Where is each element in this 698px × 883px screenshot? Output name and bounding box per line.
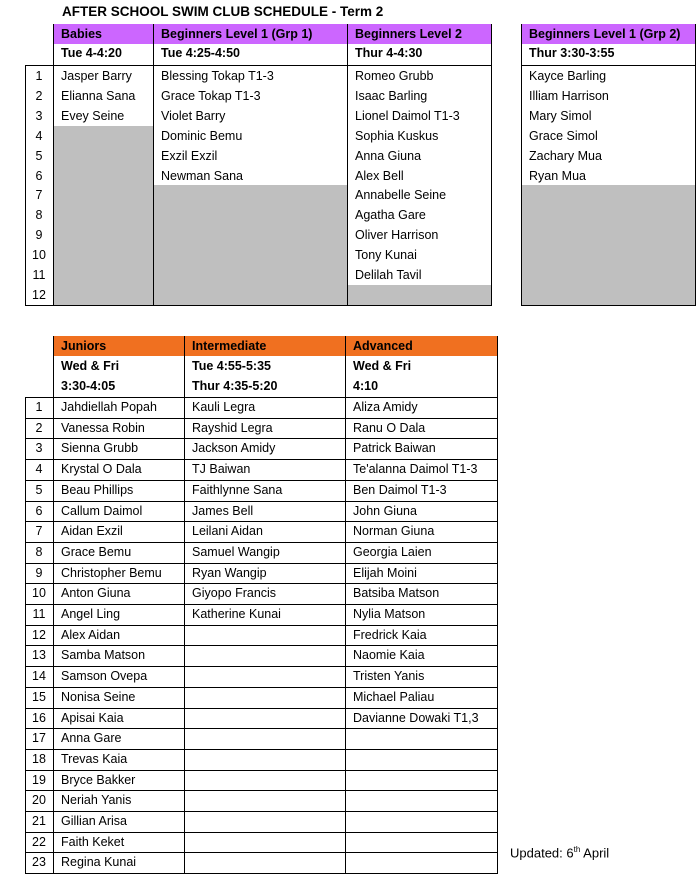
column-header: Beginners Level 1 (Grp 2): [521, 24, 695, 44]
updated-note: Updated: 6th April: [510, 845, 610, 861]
empty-fill: [348, 285, 491, 305]
student-name: Samba Matson: [61, 648, 146, 663]
student-name: Nylia Matson: [353, 607, 426, 621]
grid-line: [25, 521, 498, 522]
student-name: Isaac Barling: [355, 88, 428, 103]
grid-line: [25, 542, 498, 543]
column-time-line1: Wed & Fri: [61, 359, 120, 373]
student-name: Anton Giuna: [61, 586, 131, 601]
column-time-line2: Thur 4:35-5:20: [192, 379, 278, 393]
grid-line: [25, 459, 498, 460]
student-name: James Bell: [192, 503, 254, 518]
student-name: Faithlynne Sana: [192, 482, 283, 497]
grid-line: [25, 501, 498, 502]
column-time: Tue 4:25-4:50: [161, 46, 240, 60]
student-name: Grace Simol: [529, 128, 598, 143]
student-name: Samuel Wangip: [192, 544, 280, 559]
row-number: 1: [35, 69, 43, 83]
student-name: Giyopo Francis: [192, 586, 277, 601]
student-name: Exzil Exzil: [161, 148, 218, 163]
row-number: 5: [35, 482, 43, 497]
student-name: Trevas Kaia: [61, 751, 128, 766]
student-name: Te'alanna Daimol T1-3: [353, 462, 478, 477]
grid-line: [25, 480, 498, 481]
row-number: 11: [32, 268, 46, 282]
row-number: 13: [32, 648, 46, 663]
row-number: 23: [32, 855, 46, 870]
student-name: Ryan Wangip: [192, 565, 267, 580]
grid-line: [25, 873, 498, 874]
grid-line: [521, 305, 696, 306]
grid-line: [25, 65, 26, 305]
student-name: Elianna Sana: [61, 88, 136, 103]
student-name: Kauli Legra: [192, 400, 256, 414]
student-name: Davianne Dowaki T1,3: [353, 710, 479, 725]
student-name: Dominic Bemu: [161, 128, 243, 143]
row-number: 3: [35, 441, 43, 456]
grid-line: [25, 708, 498, 709]
student-name: Kayce Barling: [529, 69, 607, 83]
row-number: 4: [35, 462, 43, 477]
student-name: Anna Giuna: [355, 148, 422, 163]
row-number: 21: [32, 814, 46, 828]
student-name: Gillian Arisa: [61, 814, 127, 828]
student-name: Christopher Bemu: [61, 565, 162, 580]
grid-line: [25, 604, 498, 605]
grid-line: [25, 438, 498, 439]
row-number: 22: [32, 834, 46, 849]
student-name: Bryce Bakker: [61, 772, 136, 787]
student-name: Oliver Harrison: [355, 228, 439, 243]
row-number: 8: [35, 208, 43, 223]
student-name: Ben Daimol T1-3: [353, 482, 447, 497]
student-name: Georgia Laien: [353, 544, 432, 559]
student-name: Jackson Amidy: [192, 441, 276, 456]
column-time-line1: Wed & Fri: [353, 359, 412, 373]
student-name: Tony Kunai: [355, 248, 417, 263]
empty-fill: [154, 185, 347, 304]
student-name: Alex Bell: [355, 168, 404, 183]
student-name: Jasper Barry: [61, 69, 132, 83]
grid-line: [25, 770, 498, 771]
student-name: Callum Daimol: [61, 503, 143, 518]
student-name: Rayshid Legra: [192, 420, 273, 435]
row-number: 7: [35, 188, 43, 203]
student-name: Batsiba Matson: [353, 586, 440, 601]
student-name: Mary Simol: [529, 108, 592, 123]
student-name: Illiam Harrison: [529, 88, 609, 103]
student-name: Grace Tokap T1-3: [161, 88, 261, 103]
row-number: 18: [32, 751, 46, 766]
student-name: Beau Phillips: [61, 482, 134, 497]
grid-line: [521, 24, 522, 305]
column-header: Babies: [53, 24, 153, 44]
student-name: Apisai Kaia: [61, 710, 124, 725]
row-number: 12: [32, 627, 46, 642]
student-name: Delilah Tavil: [355, 268, 422, 282]
grid-line: [25, 625, 498, 626]
grid-line: [153, 24, 154, 305]
row-number: 15: [32, 689, 46, 704]
student-name: Krystal O Dala: [61, 462, 142, 477]
row-number: 20: [32, 793, 46, 808]
grid-line: [25, 645, 498, 646]
column-time: Thur 4-4:30: [355, 46, 423, 60]
student-name: Angel Ling: [61, 607, 121, 621]
student-name: Elijah Moini: [353, 565, 417, 580]
grid-line: [25, 790, 498, 791]
student-name: Michael Paliau: [353, 689, 435, 704]
row-number: 11: [32, 607, 46, 621]
grid-line: [491, 24, 492, 305]
column-time-line2: 4:10: [353, 379, 379, 393]
grid-line: [25, 687, 498, 688]
grid-line: [25, 418, 498, 419]
grid-line: [25, 749, 498, 750]
grid-line: [347, 24, 348, 305]
student-name: Ryan Mua: [529, 168, 586, 183]
row-number: 8: [35, 544, 43, 559]
row-number: 17: [32, 731, 46, 746]
column-time: Thur 3:30-3:55: [529, 46, 615, 60]
student-name: Tristen Yanis: [353, 669, 425, 684]
empty-fill: [54, 126, 153, 305]
grid-line: [695, 24, 696, 305]
row-number: 10: [32, 248, 46, 263]
student-name: Alex Aidan: [61, 627, 121, 642]
grid-line: [25, 397, 498, 398]
row-number: 6: [35, 168, 43, 183]
student-name: Sienna Grubb: [61, 441, 139, 456]
row-number: 4: [35, 128, 43, 143]
column-time-line2: 3:30-4:05: [61, 379, 116, 393]
student-name: Faith Keket: [61, 834, 125, 849]
student-name: Evey Seine: [61, 108, 125, 123]
student-name: Anna Gare: [61, 731, 122, 746]
row-number: 7: [35, 524, 43, 539]
student-name: Katherine Kunai: [192, 607, 281, 621]
student-name: John Giuna: [353, 503, 417, 518]
student-name: Agatha Gare: [355, 208, 426, 223]
student-name: Regina Kunai: [61, 855, 137, 870]
student-name: Neriah Yanis: [61, 793, 132, 808]
student-name: Grace Bemu: [61, 544, 132, 559]
row-number: 19: [32, 772, 46, 787]
row-number: 14: [32, 669, 46, 684]
student-name: Vanessa Robin: [61, 420, 145, 435]
student-name: Samson Ovepa: [61, 669, 148, 684]
column-time-line1: Tue 4:55-5:35: [192, 359, 271, 373]
student-name: Fredrick Kaia: [353, 627, 427, 642]
grid-line: [25, 397, 26, 873]
column-header: Intermediate: [184, 336, 345, 356]
column-header: Beginners Level 2: [347, 24, 491, 44]
student-name: Patrick Baiwan: [353, 441, 436, 456]
student-name: Jahdiellah Popah: [61, 400, 157, 414]
student-name: Lionel Daimol T1-3: [355, 108, 460, 123]
column-header: Beginners Level 1 (Grp 1): [153, 24, 347, 44]
student-name: Zachary Mua: [529, 148, 602, 163]
row-number: 6: [35, 503, 43, 518]
row-number: 1: [35, 400, 43, 414]
row-number: 16: [32, 710, 46, 725]
student-name: Ranu O Dala: [353, 420, 426, 435]
grid-line: [521, 65, 696, 66]
student-name: TJ Baiwan: [192, 462, 251, 477]
student-name: Nonisa Seine: [61, 689, 136, 704]
row-number: 2: [35, 88, 43, 103]
row-number: 3: [35, 108, 43, 123]
student-name: Leilani Aidan: [192, 524, 263, 539]
row-number: 12: [32, 287, 46, 302]
grid-line: [25, 811, 498, 812]
student-name: Sophia Kuskus: [355, 128, 439, 143]
column-header: Advanced: [345, 336, 497, 356]
grid-line: [25, 832, 498, 833]
row-number: 9: [35, 565, 43, 580]
column-header: Juniors: [53, 336, 184, 356]
student-name: Blessing Tokap T1-3: [161, 69, 274, 83]
row-number: 10: [32, 586, 46, 601]
student-name: Violet Barry: [161, 108, 226, 123]
grid-line: [25, 65, 492, 66]
grid-line: [25, 305, 492, 306]
student-name: Romeo Grubb: [355, 69, 434, 83]
empty-fill: [522, 185, 695, 304]
row-number: 9: [35, 228, 43, 243]
grid-line: [53, 24, 54, 305]
grid-line: [25, 563, 498, 564]
student-name: Aliza Amidy: [353, 400, 418, 414]
column-time: Tue 4-4:20: [61, 46, 122, 60]
page-title: AFTER SCHOOL SWIM CLUB SCHEDULE - Term 2: [62, 4, 384, 19]
student-name: Naomie Kaia: [353, 648, 425, 663]
row-number: 5: [35, 148, 43, 163]
student-name: Norman Giuna: [353, 524, 435, 539]
grid-line: [25, 583, 498, 584]
student-name: Newman Sana: [161, 168, 243, 183]
grid-line: [25, 852, 498, 853]
student-name: Aidan Exzil: [61, 524, 123, 539]
grid-line: [25, 728, 498, 729]
student-name: Annabelle Seine: [355, 188, 447, 203]
grid-line: [25, 666, 498, 667]
row-number: 2: [35, 420, 43, 435]
